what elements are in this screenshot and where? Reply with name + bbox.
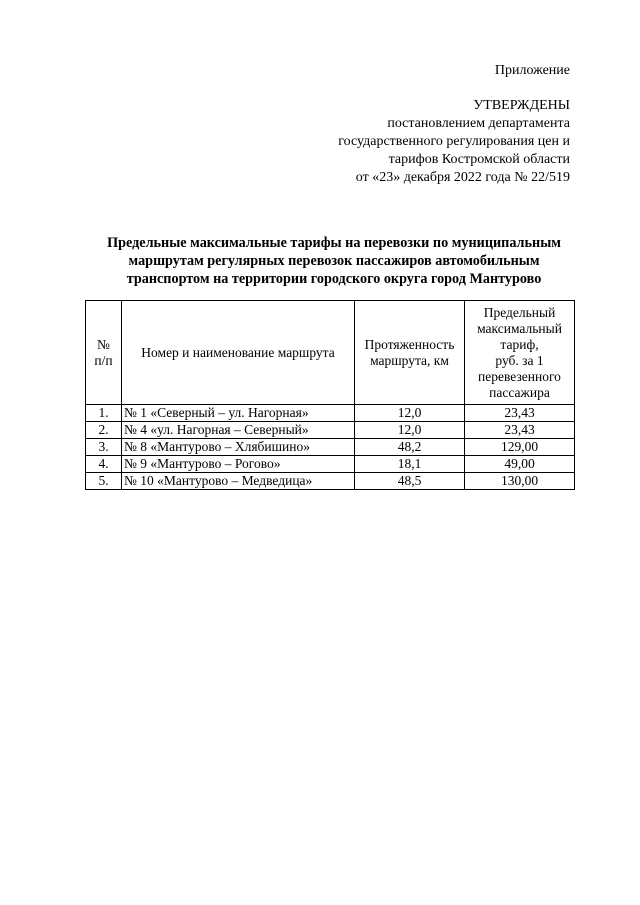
cell-route: № 8 «Мантурово – Хлябишино» xyxy=(122,439,355,456)
tariff-table xyxy=(85,300,575,490)
document-title xyxy=(60,234,608,288)
cell-route: № 1 «Северный – ул. Нагорная» xyxy=(122,405,355,422)
table-header-row xyxy=(86,301,575,405)
approved-label: УТВЕРЖДЕНЫ xyxy=(473,98,570,113)
cell-route: № 10 «Мантурово – Медведица» xyxy=(122,473,355,490)
cell-tariff: 23,43 xyxy=(465,405,575,422)
approval-line-2: государственного регулирования цен и xyxy=(338,134,570,149)
cell-tariff: 49,00 xyxy=(465,456,575,473)
table-row xyxy=(86,473,575,490)
cell-length: 12,0 xyxy=(355,422,465,439)
approval-line-3: тарифов Костромской области xyxy=(388,152,570,167)
cell-length: 18,1 xyxy=(355,456,465,473)
approval-date-line: от «23» декабря 2022 года № 22/519 xyxy=(355,170,570,185)
cell-tariff: 129,00 xyxy=(465,439,575,456)
table-row xyxy=(86,439,575,456)
cell-route: № 4 «ул. Нагорная – Северный» xyxy=(122,422,355,439)
cell-route: № 9 «Мантурово – Рогово» xyxy=(122,456,355,473)
cell-num: 3. xyxy=(86,439,122,456)
header-num: № п/п xyxy=(86,301,122,405)
approval-line-1: постановлением департамента xyxy=(387,116,570,131)
table-row xyxy=(86,456,575,473)
title-line-2: маршрутам регулярных перевозок пассажиров автомобильным xyxy=(128,253,540,269)
appendix-label: Приложение xyxy=(494,63,570,78)
cell-tariff: 130,00 xyxy=(465,473,575,490)
cell-num: 1. xyxy=(86,405,122,422)
cell-length: 48,2 xyxy=(355,439,465,456)
header-length: Протяженность маршрута, км xyxy=(355,301,465,405)
cell-num: 2. xyxy=(86,422,122,439)
header-tariff: Предельный максимальный тариф, руб. за 1 перевезенного пассажира xyxy=(465,301,575,405)
cell-num: 5. xyxy=(86,473,122,490)
cell-length: 12,0 xyxy=(355,405,465,422)
cell-tariff: 23,43 xyxy=(465,422,575,439)
cell-num: 4. xyxy=(86,456,122,473)
header-route: Номер и наименование маршрута xyxy=(122,301,355,405)
cell-length: 48,5 xyxy=(355,473,465,490)
approval-block xyxy=(338,62,570,187)
table-row xyxy=(86,422,575,439)
table-row xyxy=(86,405,575,422)
title-line-3: транспортом на территории городского округа город Мантурово xyxy=(126,271,542,287)
title-line-1: Предельные максимальные тарифы на перевозки по муниципальным xyxy=(107,235,561,251)
